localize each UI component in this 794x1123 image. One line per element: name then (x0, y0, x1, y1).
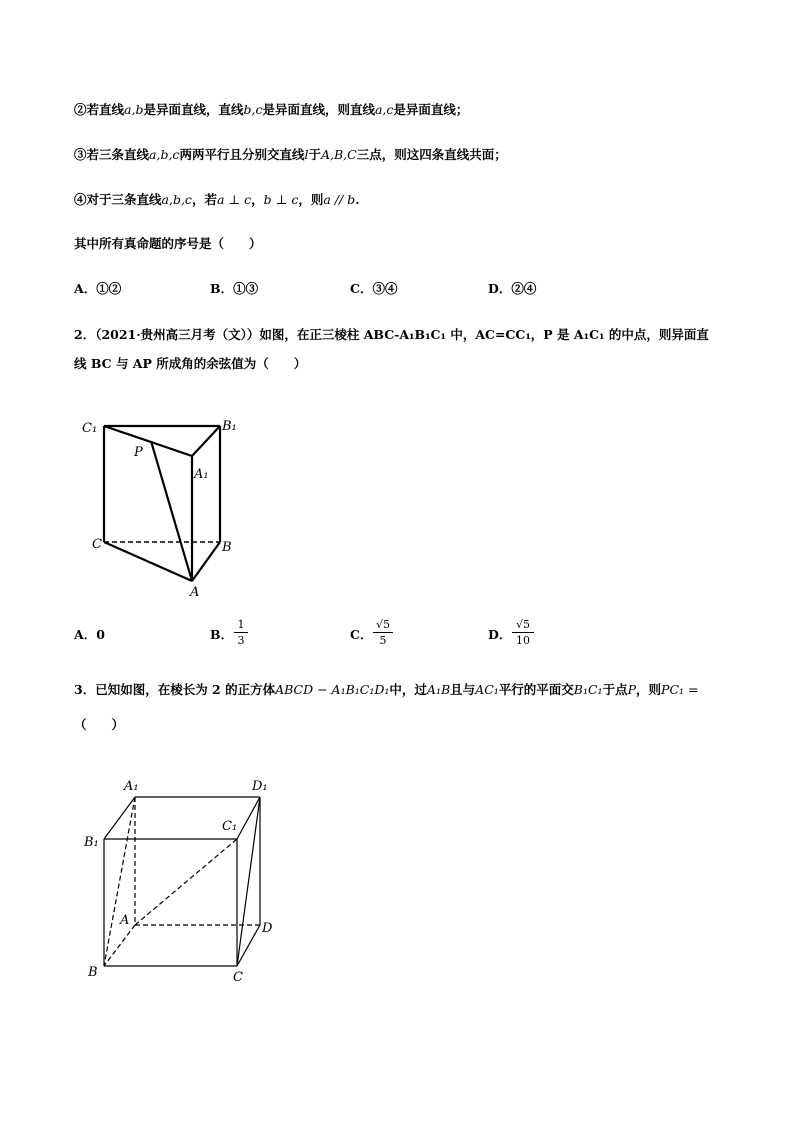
edge-a-b (192, 542, 220, 581)
label-a: A (120, 913, 130, 928)
statement-text: 对于三条直线 (86, 192, 162, 207)
statement-text: 于 (308, 147, 321, 162)
math-expr: ABCD − A₁B₁C₁D₁ (275, 682, 390, 697)
statement-text: . (355, 192, 360, 207)
math-var: a // b (323, 192, 356, 207)
math-expr: B₁C₁ (573, 682, 603, 697)
statement-4 (74, 191, 360, 209)
statement-2 (74, 101, 468, 119)
q2-option-c[interactable]: C． (350, 627, 373, 642)
statement-text: 三点，则这四条直线共面； (356, 147, 507, 162)
math-var: b,c (243, 102, 263, 117)
label-d: D (262, 921, 273, 936)
label-b1: B₁ (84, 835, 99, 850)
question-3-stem-line1 (74, 681, 698, 699)
stem-text: 且与 (450, 682, 476, 697)
q2-option-a[interactable]: A．0 (74, 627, 105, 642)
math-expr: P (627, 682, 637, 697)
segment-a-p (151, 441, 192, 581)
edge-c-a (104, 542, 192, 581)
statement-text: 是异面直线，直线 (143, 102, 244, 117)
stem-text: 中，过 (389, 682, 427, 697)
math-var: l (304, 147, 309, 162)
math-var: a,b,c (161, 192, 192, 207)
label-a: A (190, 585, 200, 600)
label-d1: D₁ (252, 779, 268, 794)
statement-text: ， (251, 192, 264, 207)
statement-3 (74, 146, 507, 164)
label-a1: A₁ (194, 467, 209, 482)
statement-text: 若三条直线 (86, 147, 150, 162)
numerator: √5 (515, 618, 530, 631)
prism-figure (74, 410, 254, 600)
numerator: 1 (237, 618, 245, 631)
math-expr: PC₁ = (661, 682, 699, 697)
edge-c-d (237, 925, 260, 966)
denominator: 5 (379, 634, 387, 647)
math-var: a,b,c (149, 147, 180, 162)
label-b1: B₁ (222, 419, 237, 434)
math-var: A,B,C (320, 147, 357, 162)
statement-text: 两两平行且分别交直线 (179, 147, 305, 162)
statement-text: 是异面直线； (393, 102, 469, 117)
edge-a1-b1 (104, 797, 135, 839)
math-var: b ⊥ c (263, 192, 299, 207)
hidden-diagonal-a-c1 (135, 839, 237, 925)
stem-text: 3．已知如图，在棱长为 2 的正方体 (74, 682, 276, 697)
denominator: 3 (237, 634, 245, 647)
statement-number: ③ (74, 147, 87, 162)
question-prompt: 其中所有真命题的序号是（ ） (74, 236, 262, 251)
question-2-stem-line1: 2．（2021·贵州高三月考（文））如图，在正三棱柱 ABC-A₁B₁C₁ 中，AC=CC₁，P 是 A₁C₁ 的中点，则异面直 (74, 327, 709, 342)
fraction-bar (512, 632, 534, 633)
option-a[interactable]: A．①② (74, 281, 122, 296)
fraction-root5-over-10 (512, 618, 534, 647)
question-2-stem-line2: 线 BC 与 AP 所成角的余弦值为（ ） (74, 356, 307, 371)
cube-figure (80, 770, 290, 990)
question-3-stem-line2: （ ） (74, 717, 125, 732)
math-expr: AC₁ (475, 682, 499, 697)
option-d[interactable]: D．②④ (488, 281, 537, 296)
stem-text: ，则 (636, 682, 662, 697)
label-b: B (88, 965, 98, 980)
label-b: B (222, 540, 232, 555)
math-var: a,b (124, 102, 144, 117)
q2-option-d[interactable]: D． (488, 627, 512, 642)
numerator: √5 (375, 618, 390, 631)
fraction-bar (234, 632, 248, 633)
hidden-diagonal-a1-b (104, 797, 135, 966)
statement-text: 若直线 (86, 102, 125, 117)
label-a1: A₁ (124, 779, 139, 794)
q2-option-b[interactable]: B． (210, 627, 234, 642)
label-c: C (92, 537, 102, 552)
statement-text: ，则 (298, 192, 324, 207)
fraction-root5-over-5 (373, 618, 393, 647)
stem-text: 于点 (602, 682, 628, 697)
statement-number: ② (74, 102, 87, 117)
label-c1: C₁ (82, 421, 98, 436)
statement-text: 是异面直线，则直线 (262, 102, 375, 117)
statement-number: ④ (74, 192, 87, 207)
fraction-bar (373, 632, 393, 633)
math-expr: A₁B (426, 682, 451, 697)
label-c: C (233, 970, 243, 985)
option-b[interactable]: B．①③ (210, 281, 259, 296)
diagonal-c-d1 (237, 797, 260, 966)
hidden-edge-a-b (104, 925, 135, 966)
stem-text: 平行的平面交 (498, 682, 574, 697)
label-c1: C₁ (222, 819, 238, 834)
statement-text: ，若 (191, 192, 217, 207)
option-c[interactable]: C．③④ (350, 281, 398, 296)
math-var: a ⊥ c (216, 192, 252, 207)
math-var: a,c (374, 102, 394, 117)
edge-a1-b1 (192, 426, 220, 456)
fraction-one-third (234, 618, 248, 647)
edge-c1-a1 (104, 426, 192, 456)
denominator: 10 (516, 634, 530, 647)
label-p: P (134, 445, 143, 460)
